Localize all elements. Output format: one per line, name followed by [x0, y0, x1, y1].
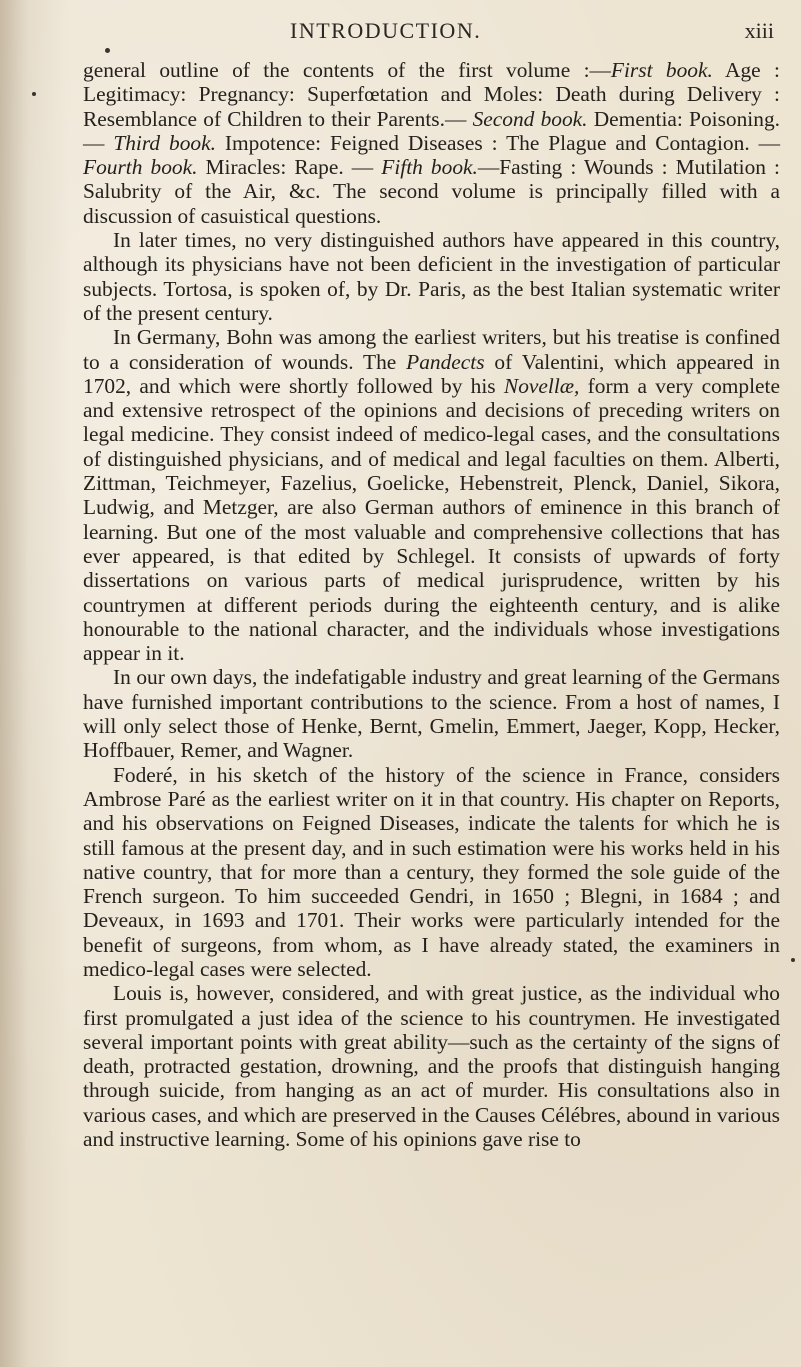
- paragraph: [83, 58, 780, 228]
- running-head: INTRODUCTION.: [290, 18, 482, 43]
- paragraph: [83, 325, 780, 665]
- page-edge-shadow: [0, 0, 70, 1367]
- page-header: [90, 14, 780, 44]
- page-number: xiii: [744, 18, 774, 43]
- italic-text: Pandects: [406, 349, 485, 374]
- paragraph: [83, 763, 780, 982]
- text-run: —Fasting : Wounds : Mutilation : Salubrity of the Air, &c. The second volume is principally filled with a discussion of casuistical questions.: [83, 155, 780, 228]
- text-run: general outline of the contents of the first volume :—: [83, 58, 611, 82]
- text-run: form a very complete and extensive retrospect of the opinions and decisions of preceding writers on legal medicine. They consist indeed of medico-legal cases, and the consultations of distinguished physicians, and of medical and legal faculties on them. Alberti, Zittman, Teichmeyer, Fazelius, Goelicke, Hebenstreit, Plenck, Daniel, Sikora, Ludwig, and Metzger, are also German authors of eminence in this branch of learning. But one of the most valuable and comprehensive collections that has ever appeared, is that edited by Schlegel. It consists of upwards of forty dissertations on various parts of medical jurisprudence, written by his countrymen at different periods during the eighteenth century, and is alike honourable to the national character, and the individuals whose investigations appear in it.: [83, 373, 780, 666]
- text-run: Dementia: Poisoning. —: [83, 106, 780, 155]
- text-run: of Valentini, which appeared in 1702, and which were shortly followed by his: [83, 349, 780, 398]
- italic-text: Fifth book.: [381, 155, 478, 180]
- paragraph: [83, 228, 780, 325]
- italic-text: Third book.: [113, 130, 216, 155]
- text-run: Miracles: Rape. —: [197, 155, 382, 180]
- ink-speck: [791, 958, 795, 962]
- paragraph: [83, 665, 780, 762]
- italic-text: Fourth book.: [83, 155, 198, 180]
- italic-text: First book.: [610, 58, 713, 82]
- text-run: Age : Legitimacy: Pregnancy: Superfœtation and Moles: Death during Delivery : Resemblance of Children to their Parents.—: [83, 58, 780, 131]
- ink-speck: [32, 92, 36, 96]
- text-run: Impotence: Feigned Diseases : The Plague and Contagion. —: [215, 130, 780, 155]
- text-run: Louis is, however, considered, and with great justice, as the individual who first promulgated a just idea of the science to his countrymen. He investigated several important points with great ability—such as the certainty of the signs of death, protracted gestation, drowning, and the proofs that distinguish hanging through suicide, from hanging as an act of murder. His consultations also in various cases, and which are preserved in the Causes Célébres, abound in various and instructive learning. Some of his opinions gave rise to: [83, 981, 780, 1152]
- text-run: In Germany, Bohn was among the earliest writers, but his treatise is confined to a consideration of wounds. The: [83, 325, 780, 374]
- text-run: In our own days, the indefatigable industry and great learning of the Germans have furnished important contributions to the science. From a host of names, I will only select those of Henke, Bernt, Gmelin, Emmert, Jaeger, Kopp, Hecker, Hoffbauer, Remer, and Wagner.: [83, 665, 780, 763]
- text-run: In later times, no very distinguished authors have appeared in this country, although its physicians have not been deficient in the investigation of particular subjects. Tortosa, is spoken of, by Dr. Paris, as the best Italian systematic writer of the present century.: [83, 228, 780, 325]
- italic-text: Second book.: [472, 106, 588, 131]
- paragraph: [83, 981, 780, 1151]
- body-text: [83, 58, 780, 1151]
- italic-text: Novellæ,: [503, 373, 580, 398]
- ink-speck: [105, 48, 110, 53]
- text-run: Foderé, in his sketch of the history of the science in France, considers Ambrose Paré as the earliest writer on it in that country. His chapter on Reports, and his observations on Feigned Diseases, indicate the talents for which he is still famous at the present day, and in such estimation were his works held in his native country, that for more than a century, they formed the sole guide of the French surgeon. To him succeeded Gendri, in 1650 ; Blegni, in 1684 ; and Deveaux, in 1693 and 1701. Their works were particularly intended for the benefit of surgeons, from whom, as I have already stated, the examiners in medico-legal cases were selected.: [83, 762, 780, 981]
